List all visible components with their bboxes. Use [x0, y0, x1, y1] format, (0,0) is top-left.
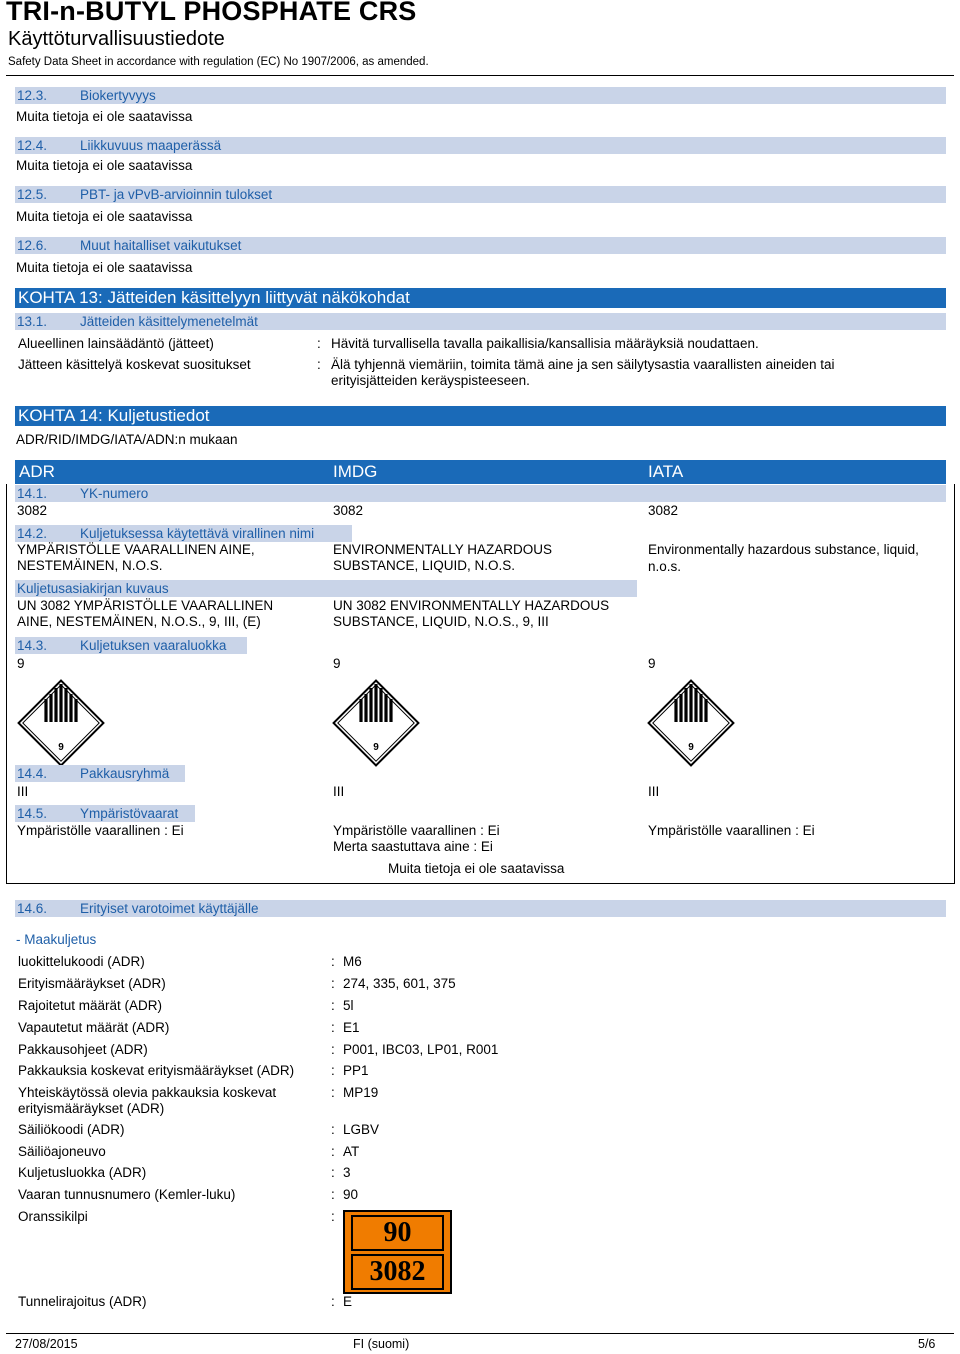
field-label: Pakkausohjeet (ADR) — [18, 1042, 148, 1057]
subsection-number: 13.1. — [17, 314, 48, 329]
env-hazard-imdg: Ympäristölle vaarallinen : Ei — [333, 823, 500, 838]
field-label: Tunnelirajoitus (ADR) — [18, 1294, 147, 1309]
doc-description-adr-line1: UN 3082 YMPÄRISTÖLLE VAARALLINEN — [17, 598, 274, 613]
field-value: Hävitä turvallisella tavalla paikallisia/kansallisia määräyksiä noudattaen. — [331, 336, 759, 351]
hazard-class-iata: 9 — [648, 656, 656, 671]
field-label: erityismääräykset (ADR) — [18, 1101, 165, 1116]
un-number-adr: 3082 — [17, 503, 48, 518]
packing-group-imdg: III — [333, 784, 345, 799]
hazard-class-imdg: 9 — [333, 656, 341, 671]
document-subtitle: Käyttöturvallisuustiedote — [8, 28, 225, 50]
info-text: Muita tietoja ei ole saatavissa — [16, 209, 193, 224]
subsection-label: Liikkuvuus maaperässä — [80, 138, 222, 153]
field-colon: : — [331, 1165, 335, 1180]
field-colon: : — [331, 1187, 335, 1202]
class-9-digit: 9 — [58, 742, 64, 753]
doc-description-bar — [15, 580, 637, 597]
subsection-number: 12.5. — [17, 187, 48, 202]
subsection-label: Muut haitalliset vaikutukset — [80, 238, 242, 253]
packing-group-adr: III — [17, 784, 29, 799]
subsection-14-2 — [15, 525, 352, 542]
transport-table-header — [15, 460, 946, 484]
subsection-14-1 — [15, 485, 946, 502]
subsection-number: 14.1. — [17, 486, 48, 501]
subsection-14-5 — [15, 805, 195, 822]
document-title: TRI-n-BUTYL PHOSPHATE CRS — [6, 0, 417, 26]
column-imdg: IMDG — [333, 462, 378, 481]
subsection-12-3 — [15, 87, 946, 104]
field-value: 3 — [343, 1165, 351, 1180]
column-adr: ADR — [19, 462, 55, 481]
subsection-number: 14.3. — [17, 638, 48, 653]
subsection-number: 14.2. — [17, 526, 48, 541]
field-label: Rajoitetut määrät (ADR) — [18, 998, 163, 1013]
field-label: Säiliöajoneuvo — [18, 1144, 106, 1159]
subsection-label: YK-numero — [80, 486, 149, 501]
regulation-line: Safety Data Sheet in accordance with regulation (EC) No 1907/2006, as amended. — [8, 56, 429, 68]
subsection-label: Ympäristövaarat — [80, 806, 179, 821]
un-number-iata: 3082 — [648, 503, 679, 518]
shipping-name-adr-line1: YMPÄRISTÖLLE VAARALLINEN AINE, — [17, 542, 255, 557]
info-text: Muita tietoja ei ole saatavissa — [16, 109, 193, 124]
field-value: 274, 335, 601, 375 — [343, 976, 456, 991]
subsection-number: 12.3. — [17, 88, 48, 103]
info-text: Muita tietoja ei ole saatavissa — [16, 158, 193, 173]
footer-divider — [6, 1333, 954, 1334]
subsection-label: Biokertyvyys — [80, 88, 156, 103]
field-colon: : — [331, 976, 335, 991]
field-value: 5l — [343, 998, 354, 1013]
field-colon: : — [331, 1042, 335, 1057]
subsection-12-5 — [15, 186, 946, 203]
orange-plate — [343, 1210, 452, 1294]
field-colon: : — [317, 357, 321, 372]
field-label: Jätteen käsittelyä koskevat suositukset — [18, 357, 251, 372]
field-value: LGBV — [343, 1122, 380, 1137]
shipping-name-imdg-line1: ENVIRONMENTALLY HAZARDOUS — [333, 542, 553, 557]
subsection-number: 14.6. — [17, 901, 48, 916]
field-label: Alueellinen lainsäädäntö (jätteet) — [18, 336, 214, 351]
subsection-label: PBT- ja vPvB-arvioinnin tulokset — [80, 187, 273, 202]
field-value: MP19 — [343, 1085, 379, 1100]
un-number-plate: 3082 — [351, 1254, 444, 1290]
info-text: Muita tietoja ei ole saatavissa — [16, 260, 193, 275]
class-9-label-icon — [331, 678, 421, 768]
field-label: Yhteiskäytössä olevia pakkauksia koskevat — [18, 1085, 277, 1100]
subsection-label: Jätteiden käsittelymenetelmät — [80, 314, 258, 329]
subsection-12-4 — [15, 137, 946, 154]
shipping-name-imdg-line2: SUBSTANCE, LIQUID, N.O.S. — [333, 558, 516, 573]
field-label: Erityismääräykset (ADR) — [18, 976, 166, 991]
field-colon: : — [331, 1020, 335, 1035]
footer-language: FI (suomi) — [353, 1337, 410, 1351]
subsection-number: 14.5. — [17, 806, 48, 821]
doc-description-imdg-line1: UN 3082 ENVIRONMENTALLY HAZARDOUS — [333, 598, 610, 613]
field-colon: : — [317, 336, 321, 351]
kemler-number: 90 — [351, 1215, 444, 1251]
field-value: P001, IBC03, LP01, R001 — [343, 1042, 499, 1057]
doc-description-adr-line2: AINE, NESTEMÄINEN, N.O.S., 9, III, (E) — [17, 614, 261, 629]
section-14-heading: KOHTA 14: Kuljetustiedot — [15, 406, 946, 426]
env-hazard-iata: Ympäristölle vaarallinen : Ei — [648, 823, 815, 838]
field-colon: : — [331, 1209, 335, 1224]
un-number-imdg: 3082 — [333, 503, 364, 518]
field-colon: : — [331, 954, 335, 969]
field-colon: : — [331, 1122, 335, 1137]
field-value: Älä tyhjennä viemäriin, toimita tämä aine ja sen säilytysastia vaarallisten aineiden tai — [331, 357, 835, 372]
shipping-name-adr-line2: NESTEMÄINEN, N.O.S. — [17, 558, 163, 573]
section-intro: ADR/RID/IMDG/IATA/ADN:n mukaan — [16, 432, 238, 447]
field-colon: : — [331, 1063, 335, 1078]
marine-pollutant-imdg: Merta saastuttava aine : Ei — [333, 839, 493, 854]
class-9-digit: 9 — [688, 742, 694, 753]
subsection-14-3 — [15, 637, 247, 654]
subsection-number: 12.4. — [17, 138, 48, 153]
subsection-14-6 — [15, 900, 946, 917]
subsection-14-4 — [15, 765, 185, 782]
hazard-class-adr: 9 — [17, 656, 25, 671]
field-label: Pakkauksia koskevat erityismääräykset (ADR) — [18, 1063, 295, 1078]
subsection-13-1 — [15, 313, 946, 330]
env-hazard-adr: Ympäristölle vaarallinen : Ei — [17, 823, 184, 838]
env-info-note: Muita tietoja ei ole saatavissa — [388, 861, 565, 876]
field-value: E1 — [343, 1020, 360, 1035]
class-9-digit: 9 — [373, 742, 379, 753]
subsection-12-6 — [15, 237, 946, 254]
field-label: Oranssikilpi — [18, 1209, 88, 1224]
section-13-heading: KOHTA 13: Jätteiden käsittelyyn liittyvät näkökohdat — [15, 288, 946, 308]
doc-description-imdg-line2: SUBSTANCE, LIQUID, N.O.S., 9, III — [333, 614, 549, 629]
field-value: M6 — [343, 954, 362, 969]
footer-page: 5/6 — [918, 1337, 936, 1351]
field-label: Vaaran tunnusnumero (Kemler-luku) — [18, 1187, 236, 1202]
class-9-label-icon — [646, 678, 736, 768]
field-value: AT — [343, 1144, 360, 1159]
road-transport-heading: - Maakuljetus — [16, 932, 97, 947]
packing-group-iata: III — [648, 784, 660, 799]
subsection-number: 12.6. — [17, 238, 48, 253]
field-colon: : — [331, 1144, 335, 1159]
field-value: E — [343, 1294, 353, 1309]
field-label: Vapautetut määrät (ADR) — [18, 1020, 170, 1035]
shipping-name-iata-line2: n.o.s. — [648, 559, 682, 574]
field-value: 90 — [343, 1187, 359, 1202]
field-label: Kuljetusluokka (ADR) — [18, 1165, 147, 1180]
subsection-label: Kuljetuksessa käytettävä virallinen nimi — [80, 526, 315, 541]
column-iata: IATA — [648, 462, 684, 481]
field-value: PP1 — [343, 1063, 369, 1078]
field-colon: : — [331, 1085, 335, 1100]
subsection-number: 14.4. — [17, 766, 48, 781]
field-value: erityisjätteiden keräyspisteeseen. — [331, 373, 530, 388]
field-label: Säiliökoodi (ADR) — [18, 1122, 125, 1137]
shipping-name-iata-line1: Environmentally hazardous substance, liquid, — [648, 542, 919, 557]
subsection-label: Kuljetusasiakirjan kuvaus — [17, 581, 169, 596]
field-colon: : — [331, 1294, 335, 1309]
subsection-label: Kuljetuksen vaaraluokka — [80, 638, 227, 653]
field-label: luokittelukoodi (ADR) — [18, 954, 145, 969]
field-colon: : — [331, 998, 335, 1013]
subsection-label: Erityiset varotoimet käyttäjälle — [80, 901, 259, 916]
footer-date: 27/08/2015 — [15, 1337, 78, 1351]
class-9-label-icon — [16, 678, 106, 768]
subsection-label: Pakkausryhmä — [80, 766, 170, 781]
header-divider — [6, 75, 954, 76]
